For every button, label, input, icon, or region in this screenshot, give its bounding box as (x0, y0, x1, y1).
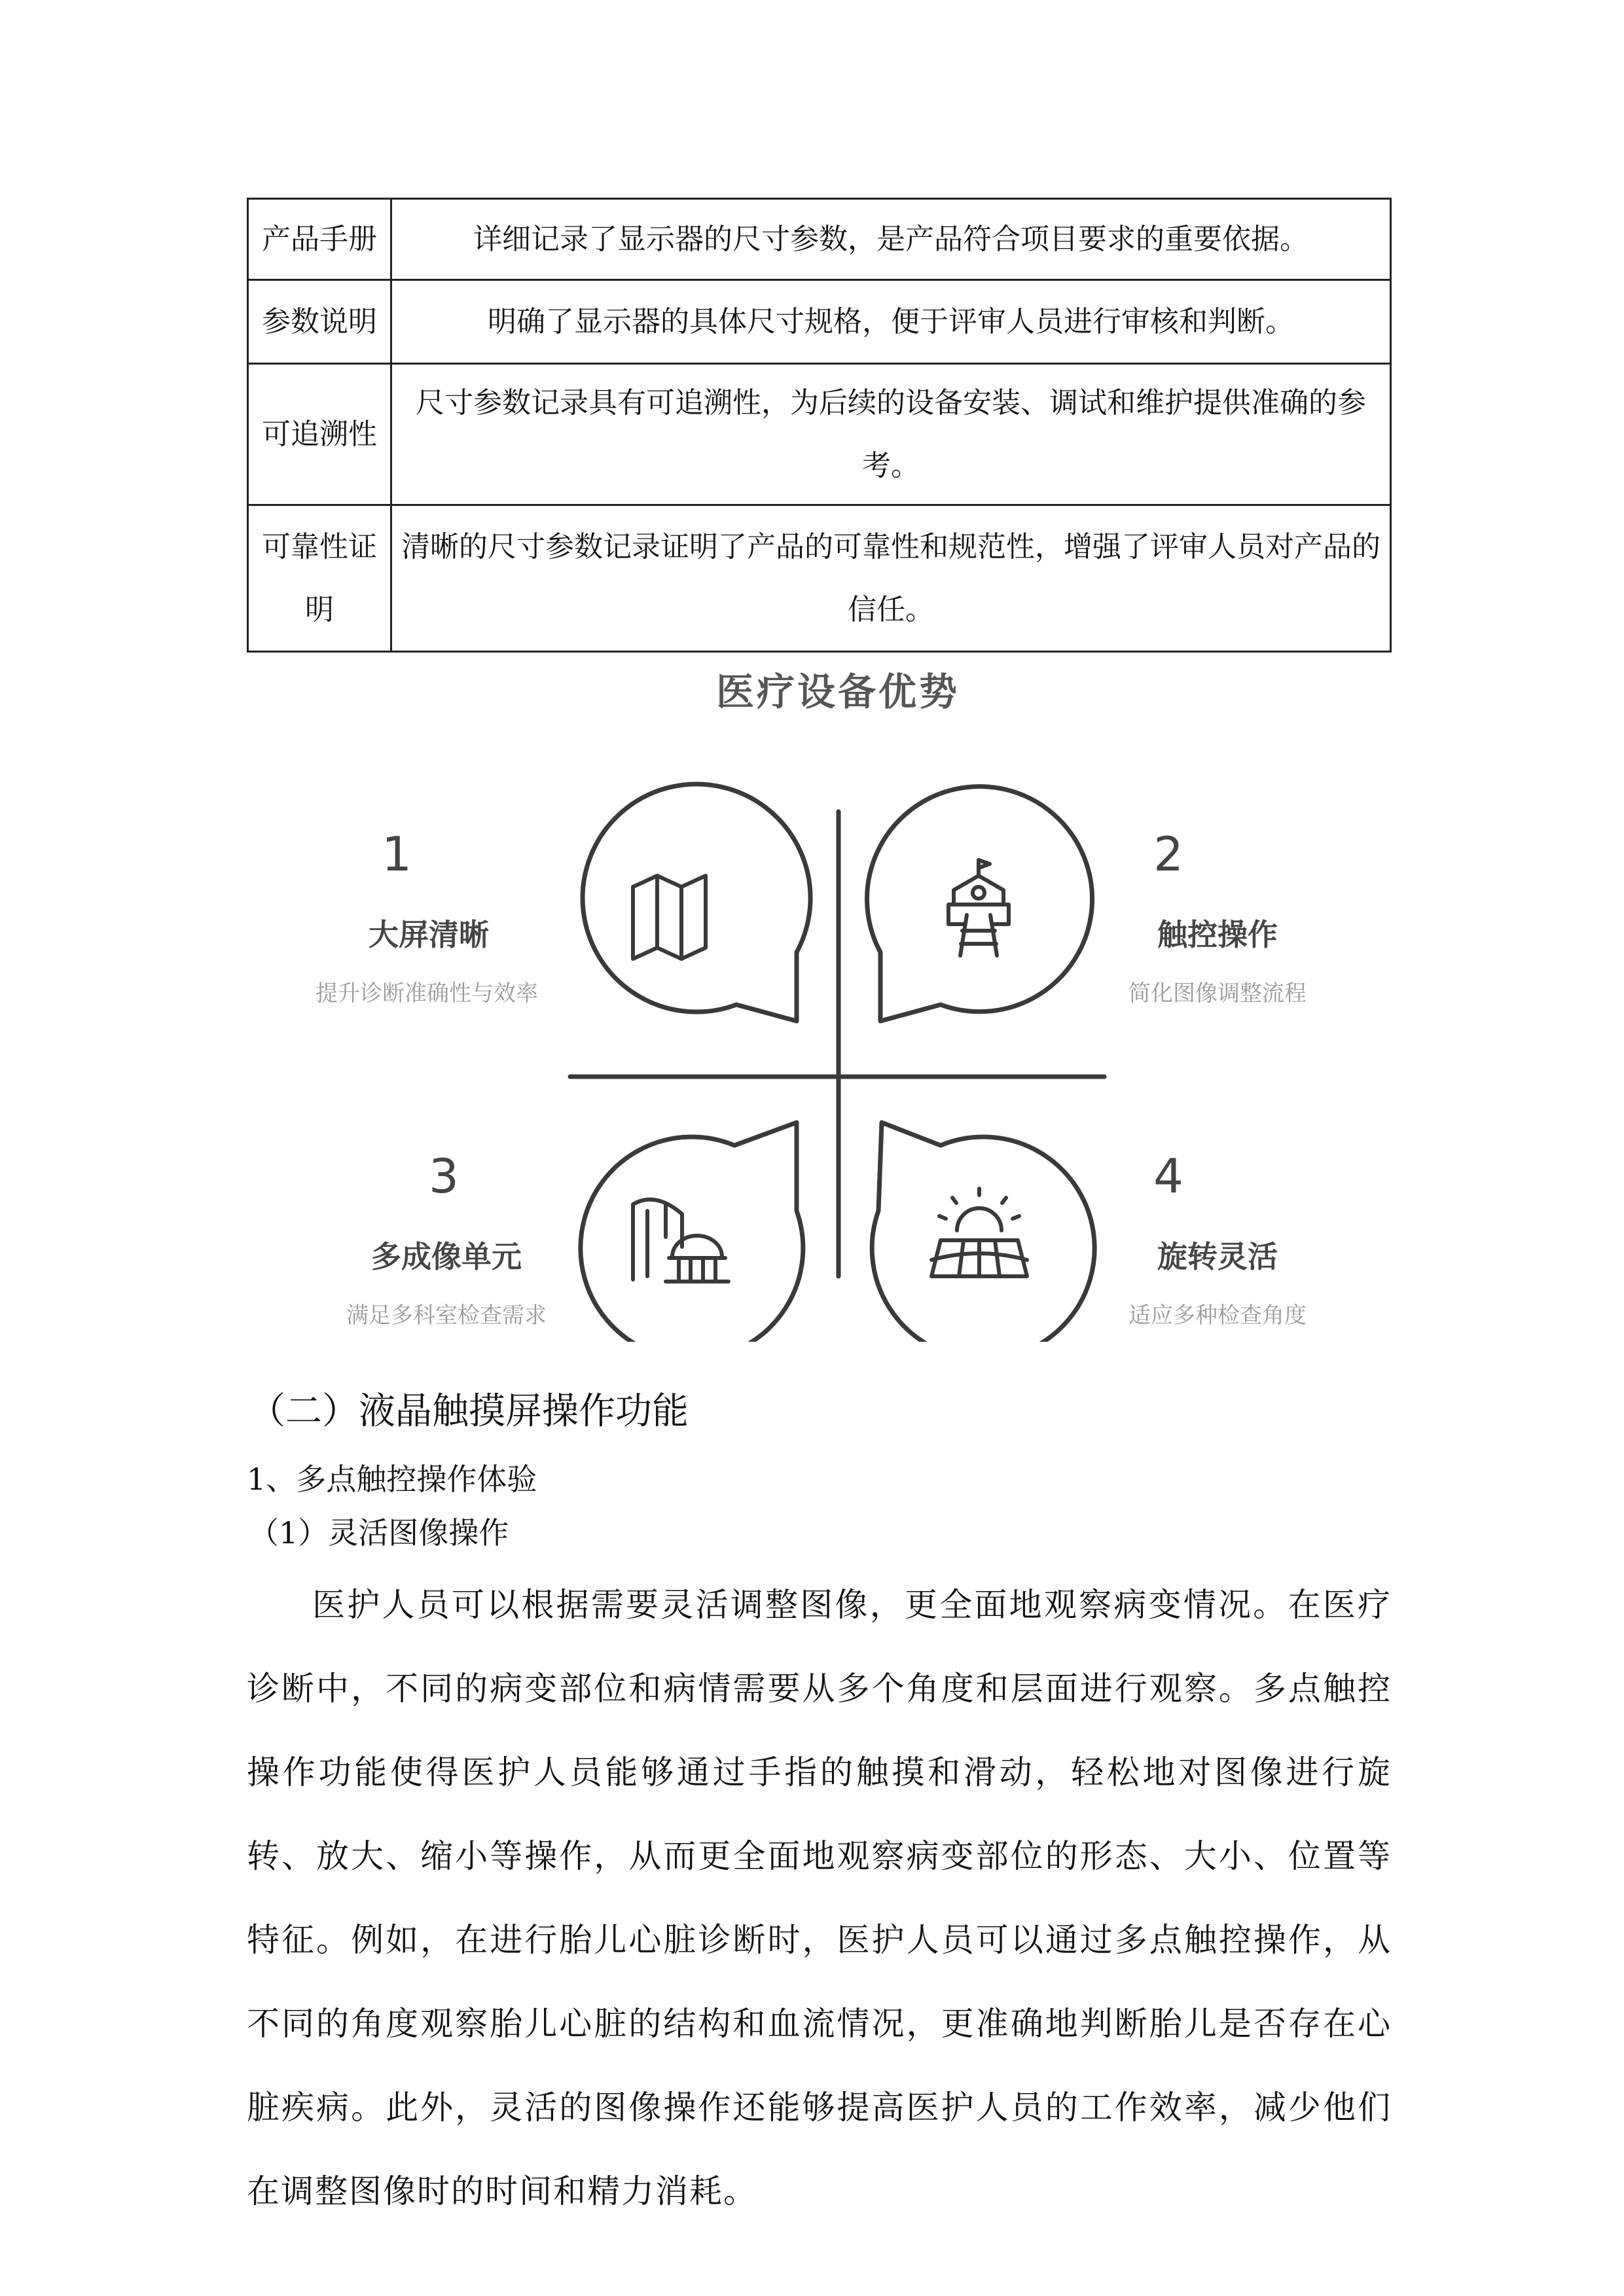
advantage-desc: 提升诊断准确性与效率 (316, 980, 538, 1007)
flag-dome-icon (633, 1200, 729, 1282)
table-cell-content: 详细记录了显示器的尺寸参数，是产品符合项目要求的重要依据。 (391, 199, 1391, 280)
advantage-label: 旋转灵活 (1157, 1239, 1278, 1274)
table-row (248, 364, 1391, 505)
table-cell-label: 可追溯性 (248, 364, 391, 505)
advantage-label: 大屏清晰 (369, 917, 489, 952)
info-table (247, 198, 1392, 653)
section-heading: （二）液晶触摸屏操作功能 (249, 1390, 689, 1433)
advantage-desc: 简化图像调整流程 (1128, 980, 1307, 1007)
advantage-item-3 (276, 1147, 617, 1335)
table-cell-label: 可靠性证明 (248, 505, 391, 652)
advantage-item-1 (257, 825, 597, 1013)
table-cell-label: 参数说明 (248, 280, 391, 364)
body-paragraph: 医护人员可以根据需要灵活调整图像，更全面地观察病变情况。在医疗诊断中，不同的病变部位和病情需要从多个角度和层面进行观察。多点触控操作功能使得医护人员能够通过手指的触摸和滑动，轻松地对图像进行旋转、放大、缩小等操作，从而更全面地观察病变部位的形态、大小、位置等特征。例如，在进行胎儿心脏诊断时，医护人员可以通过多点触控操作，从不同的角度观察胎儿心脏的结构和血流情况，更准确地判断胎儿是否存在心脏疾病。此外，灵活的图像操作还能够提高医护人员的工作效率，减少他们在调整图像时的时间和精力消耗。 (247, 1586, 1392, 2210)
advantage-number: 2 (1153, 827, 1183, 882)
table-row (248, 505, 1391, 652)
advantage-number: 4 (1153, 1149, 1183, 1204)
table-cell-label: 产品手册 (248, 199, 391, 280)
advantage-number: 1 (382, 827, 412, 882)
advantage-label: 多成像单元 (371, 1239, 522, 1274)
sub-heading: 1、多点触控操作体验 (247, 1462, 537, 1497)
advantage-number: 3 (429, 1149, 459, 1204)
advantage-label: 触控操作 (1157, 917, 1278, 952)
advantage-item-2 (1054, 825, 1381, 1013)
advantage-desc: 满足多科室检查需求 (346, 1302, 547, 1329)
table-cell-content: 尺寸参数记录具有可追溯性，为后续的设备安装、调试和维护提供准确的参考。 (391, 364, 1391, 505)
map-icon (633, 876, 706, 959)
advantage-desc: 适应多种检查角度 (1128, 1302, 1307, 1329)
sub-sub-heading: （1）灵活图像操作 (249, 1515, 509, 1551)
table-cell-content: 明确了显示器的具体尺寸规格，便于评审人员进行审核和判断。 (391, 280, 1391, 364)
table-row (248, 280, 1391, 364)
speech-bubble-1 (583, 784, 810, 1021)
table-cell-content: 清晰的尺寸参数记录证明了产品的可靠性和规范性，增强了评审人员对产品的信任。 (391, 505, 1391, 652)
advantage-item-4 (1054, 1147, 1381, 1335)
figure-title: 医疗设备优势 (715, 670, 960, 714)
table-row (248, 199, 1391, 280)
